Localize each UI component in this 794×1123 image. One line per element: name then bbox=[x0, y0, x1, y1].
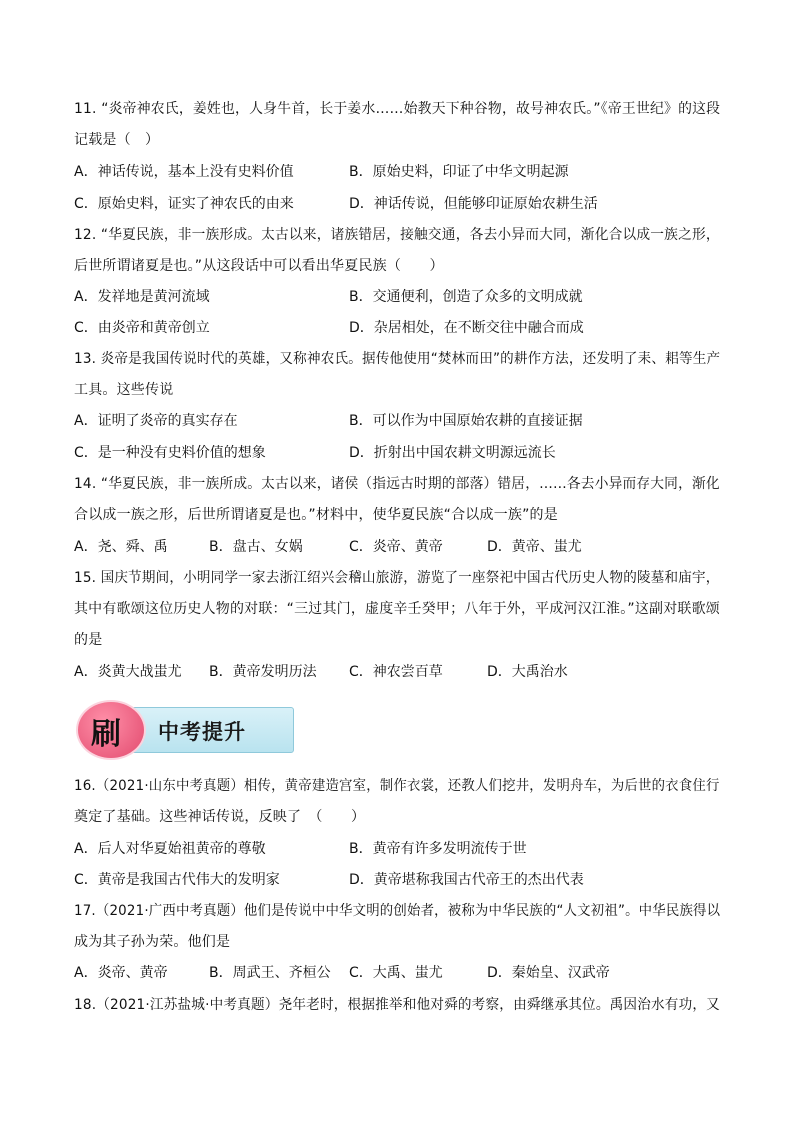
q11-option-b: B．原始史料，印证了中华文明起源 bbox=[349, 164, 569, 180]
q17-option-c: C．大禹、蚩尤 bbox=[349, 965, 443, 981]
q15-option-d: D．大禹治水 bbox=[487, 664, 568, 680]
q15-option-a: A．炎黄大战蚩尤 bbox=[74, 664, 182, 680]
banner-badge-char: 刷 bbox=[91, 717, 121, 752]
q13-line-2: 工具。这些传说 bbox=[74, 382, 174, 398]
q15-line-3: 的是 bbox=[74, 632, 103, 648]
q16-option-a: A．后人对华夏始祖黄帝的尊敬 bbox=[74, 841, 266, 857]
q17-option-a: A．炎帝、黄帝 bbox=[74, 965, 168, 981]
q18-line-1: 18.（2021·江苏盐城·中考真题）尧年老时，根据推举和他对舜的考察，由舜继承其位。禹因治水有功，又 bbox=[74, 997, 720, 1013]
q16-line-2: 奠定了基础。这些神话传说，反映了 （ ） bbox=[74, 809, 366, 825]
q12-line-2: 后世所谓诸夏是也。”从这段话中可以看出华夏民族（ ） bbox=[74, 258, 444, 274]
q14-line-1: 14. “华夏民族，非一族所成。太古以来，诸侯（指远古时期的部落）错居，……各去小异而存大同，渐化 bbox=[74, 476, 720, 492]
q14-option-c: C．炎帝、黄帝 bbox=[349, 539, 443, 555]
q16-line-1: 16.（2021·山东中考真题）相传，黄帝建造宫室，制作衣裳，还教人们挖井，发明舟车，为后世的衣食住行 bbox=[74, 778, 720, 794]
q17-option-d: D．秦始皇、汉武帝 bbox=[487, 965, 610, 981]
q15-option-c: C．神农尝百草 bbox=[349, 664, 443, 680]
section-banner bbox=[76, 700, 294, 758]
q13-option-d: D．折射出中国农耕文明源远流长 bbox=[349, 445, 556, 461]
q11-line-2: 记载是（ ） bbox=[74, 132, 160, 148]
q12-option-b: B．交通便利，创造了众多的文明成就 bbox=[349, 289, 583, 305]
q17-line-1: 17.（2021·广西中考真题）他们是传说中中华文明的创始者，被称为中华民族的“人文初祖”。中华民族得以 bbox=[74, 903, 721, 919]
q12-option-d: D．杂居相处，在不断交往中融合而成 bbox=[349, 320, 584, 336]
q13-option-c: C．是一种没有史料价值的想象 bbox=[74, 445, 266, 461]
q14-option-a: A．尧、舜、禹 bbox=[74, 539, 168, 555]
q16-option-d: D．黄帝堪称我国古代帝王的杰出代表 bbox=[349, 872, 584, 888]
q11-option-d: D．神话传说，但能够印证原始农耕生活 bbox=[349, 196, 598, 212]
q17-line-2: 成为其子孙为荣。他们是 bbox=[74, 934, 231, 950]
q14-option-b: B．盘古、女娲 bbox=[209, 539, 303, 555]
q13-option-b: B．可以作为中国原始农耕的直接证据 bbox=[349, 413, 583, 429]
q13-line-1: 13. 炎帝是我国传说时代的英雄，又称神农氏。据传他使用“焚林而田”的耕作方法，还发明了耒、耜等生产 bbox=[74, 351, 721, 367]
q15-line-1: 15. 国庆节期间，小明同学一家去浙江绍兴会稽山旅游，游览了一座祭祀中国古代历史人物的陵墓和庙宇， bbox=[74, 570, 720, 586]
q16-option-b: B．黄帝有许多发明流传于世 bbox=[349, 841, 527, 857]
q12-line-1: 12. “华夏民族，非一族形成。太古以来，诸族错居，接触交通，各去小异而大同，渐化合以成一族之形， bbox=[74, 227, 720, 243]
q14-line-2: 合以成一族之形，后世所谓诸夏是也。”材料中，使华夏民族“合以成一族”的是 bbox=[74, 507, 558, 523]
q16-option-c: C．黄帝是我国古代伟大的发明家 bbox=[74, 872, 280, 888]
q12-option-a: A．发祥地是黄河流域 bbox=[74, 289, 210, 305]
q15-line-2: 其中有歌颂这位历史人物的对联：“三过其门，虚度辛壬癸甲；八年于外，平成河汉江淮。”这副对联歌颂 bbox=[74, 601, 720, 617]
q15-option-b: B．黄帝发明历法 bbox=[209, 664, 317, 680]
banner-title: 中考提升 bbox=[158, 719, 246, 744]
q11-option-a: A．神话传说，基本上没有史料价值 bbox=[74, 164, 294, 180]
q11-option-c: C．原始史料，证实了神农氏的由来 bbox=[74, 196, 294, 212]
q13-option-a: A．证明了炎帝的真实存在 bbox=[74, 413, 238, 429]
q11-line-1: 11. “炎帝神农氏，姜姓也，人身牛首，长于姜水……始教天下种谷物，故号神农氏。”《帝王世纪》的这段 bbox=[74, 101, 721, 117]
q17-option-b: B．周武王、齐桓公 bbox=[209, 965, 331, 981]
q12-option-c: C．由炎帝和黄帝创立 bbox=[74, 320, 210, 336]
q14-option-d: D．黄帝、蚩尤 bbox=[487, 539, 582, 555]
